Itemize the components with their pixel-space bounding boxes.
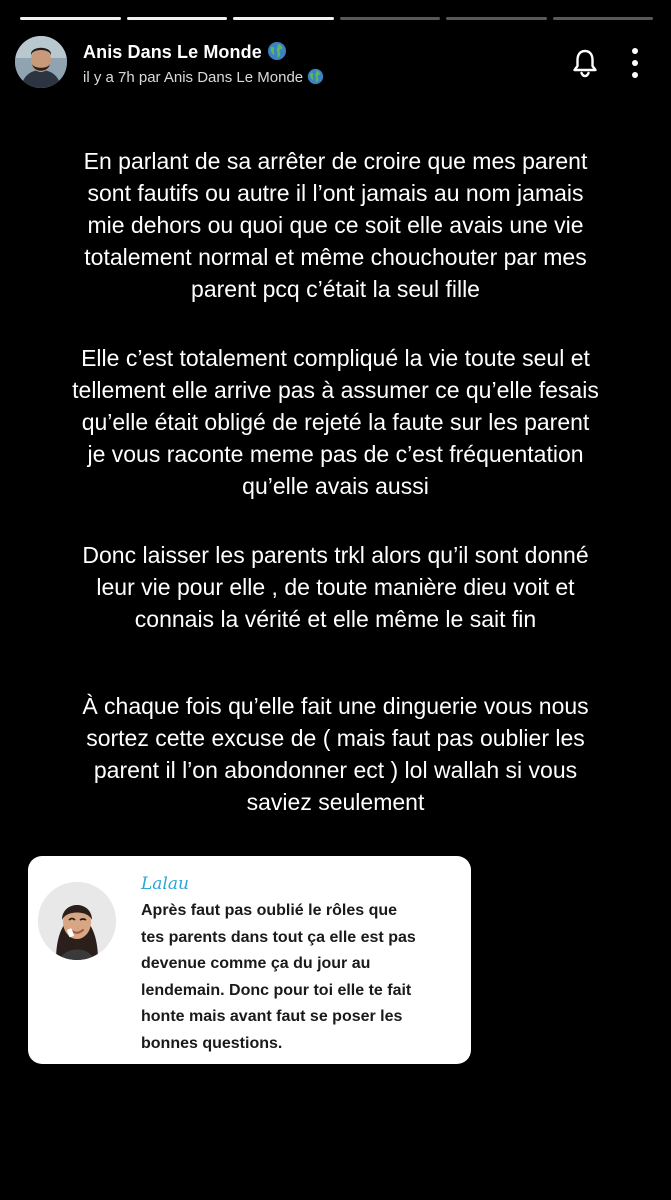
bitmoji-avatar-icon — [38, 882, 116, 960]
globe-icon — [307, 68, 324, 85]
story-progress-segment — [553, 17, 654, 20]
more-options-icon[interactable] — [628, 46, 642, 80]
bell-icon[interactable] — [570, 48, 600, 78]
author-avatar[interactable] — [15, 36, 67, 88]
commenter-avatar — [38, 882, 116, 960]
story-paragraph: En parlant de sa arrêter de croire que mes parent sont fautifs ou autre il l’ont jamais au nom jamais mie dehors ou quoi que ce soit elle avais une vie totalement normal et même chouchouter par mes parent pcq c’était la seul fille — [83, 148, 588, 302]
story-progress-segment — [340, 17, 441, 20]
story-progress-segment — [20, 17, 121, 20]
quoted-comment-card[interactable] — [28, 856, 471, 1064]
commenter-name[interactable]: Lalau — [141, 874, 189, 894]
story-header — [15, 36, 656, 90]
story-progress-bar — [20, 17, 653, 21]
story-progress-segment — [233, 17, 334, 20]
author-avatar-image — [15, 36, 67, 88]
globe-icon — [267, 41, 287, 61]
story-meta: il y a 7h par Anis Dans Le Monde — [83, 68, 324, 86]
story-paragraph: Elle c’est totalement compliqué la vie toute seul et tellement elle arrive pas à assumer ce qu’elle fesais qu’elle était obligé de rejeté la faute sur les parent je vous raconte meme pas de c’est fréquentation qu’elle avais aussi — [72, 345, 599, 499]
story-paragraph: À chaque fois qu’elle fait une dinguerie vous nous sortez cette excuse de ( mais faut pas oublier les parent il l’on abondonner ect ) lol wallah si vous saviez seulement — [82, 693, 589, 815]
story-progress-segment — [446, 17, 547, 20]
story-paragraph: Donc laisser les parents trkl alors qu’il sont donné leur vie pour elle , de toute manière dieu voit et connais la vérité et elle même le sait fin — [82, 542, 589, 632]
story-progress-segment — [127, 17, 228, 20]
author-name[interactable]: Anis Dans Le Monde — [83, 41, 287, 63]
comment-text: Après faut pas oublié le rôles que tes parents dans tout ça elle est pas devenue comme ça du jour au lendemain. Donc pour toi elle te fait honte mais avant faut se poser les bonnes questions. — [141, 902, 416, 1052]
